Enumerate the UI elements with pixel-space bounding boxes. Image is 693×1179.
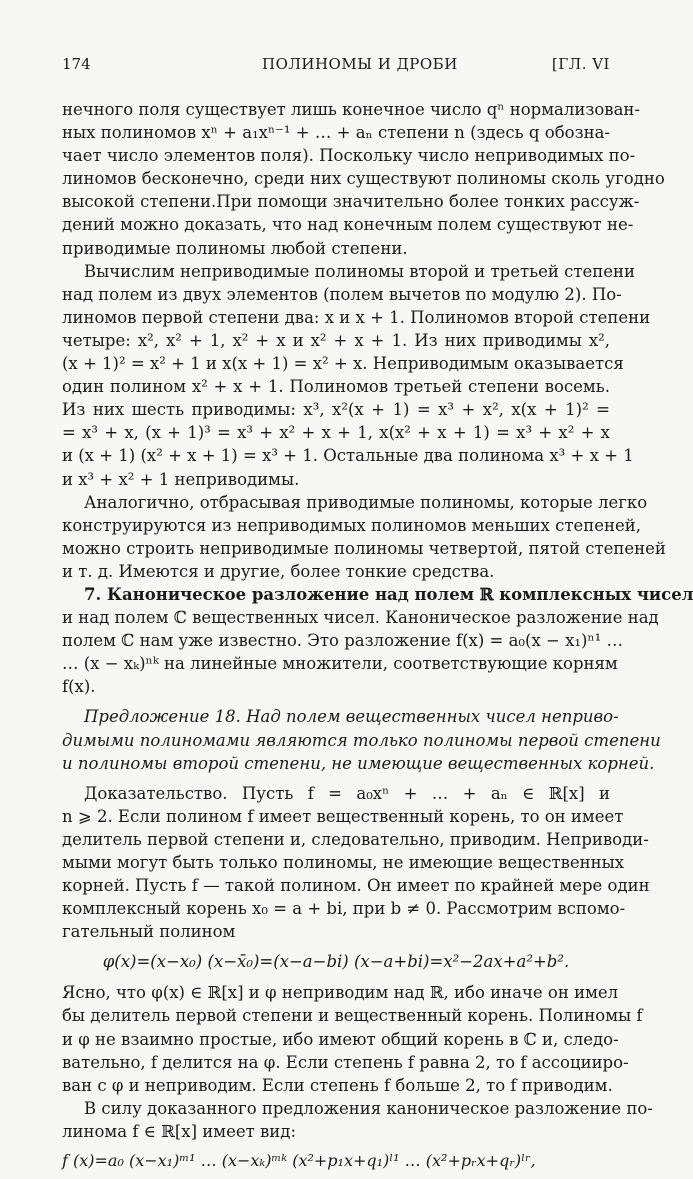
text-line: четыре: x², x² + 1, x² + x и x² + x + 1. Из них приводимы x², <box>62 330 610 350</box>
proposition-line: Предложение 18. Над полем вещественных чисел неприво- <box>84 707 619 727</box>
section-heading-line: 7. Каноническое разложение над полем ℝ комплексных чисел <box>84 584 693 604</box>
text-line: делитель первой степени и, следовательно, приводим. Неприводи- <box>62 829 649 849</box>
proposition-line: и полиномы второй степени, не имеющие вещественных корней. <box>62 753 655 773</box>
text-line: f(x). <box>62 677 96 697</box>
page-header <box>62 55 610 79</box>
text-line: Вычислим неприводимые полиномы второй и третьей степени <box>84 261 635 281</box>
text-line: гательный полином <box>62 922 236 942</box>
text-line: вательно, f делится на φ. Если степень f равна 2, то f ассоцииро- <box>62 1052 629 1072</box>
text-line: корней. Пусть f — такой полином. Он имеет по крайней мере один <box>62 876 650 896</box>
text-line: и т. д. Имеются и другие, более тонкие средства. <box>62 561 495 581</box>
text-line: один полином x² + x + 1. Полиномов третьей степени восемь. <box>62 377 610 397</box>
text-line: комплексный корень x₀ = a + bi, при b ≠ 0. Рассмотрим вспомо- <box>62 899 626 919</box>
display-formula: φ(x)=(x−x₀) (x−x̄₀)=(x−a−bi) (x−a+bi)=x²−2ax+a²+b². <box>102 952 570 972</box>
text-line: линомов первой степени два: x и x + 1. Полиномов второй степени <box>62 307 651 327</box>
text-line: нечного поля существует лишь конечное число qⁿ нормализован- <box>62 100 640 119</box>
text-line: (x + 1)² = x² + 1 и x(x + 1) = x² + x. Неприводимым оказывается <box>62 354 624 374</box>
proof-line: Доказательство. Пусть f = a₀xⁿ + … + aₙ ∈ ℝ[x] и <box>84 783 610 803</box>
text-line: полем ℂ нам уже известно. Это разложение f(x) = a₀(x − x₁)ⁿ¹ … <box>62 631 623 651</box>
text-line: и x³ + x² + 1 неприводимы. <box>62 469 300 489</box>
text-line: приводимые полиномы любой степени. <box>62 238 408 258</box>
chapter-label: [ГЛ. VI <box>551 55 610 73</box>
proposition-line: димыми полиномами являются только полиномы первой степени <box>62 730 661 750</box>
text-line: и φ не взаимно простые, ибо имеют общий корень в ℂ и, следо- <box>62 1029 619 1049</box>
text-line: и (x + 1) (x² + x + 1) = x³ + 1. Остальные два полинома x³ + x + 1 <box>62 446 634 466</box>
text-line: чает число элементов поля). Поскольку число неприводимых по- <box>62 146 636 166</box>
text-line: над полем из двух элементов (полем вычетов по модулю 2). По- <box>62 284 622 304</box>
text-line: высокой степени.При помощи значительно более тонких рассуж- <box>62 192 640 212</box>
text-line: В силу доказанного предложения каноническое разложение по- <box>84 1098 653 1118</box>
text-line: бы делитель первой степени и вещественный корень. Полиномы f <box>62 1006 643 1026</box>
text-line: … (x − xₖ)ⁿᵏ на линейные множители, соответствующие корням <box>62 654 618 674</box>
running-title: ПОЛИНОМЫ И ДРОБИ <box>262 55 458 73</box>
page-body <box>62 98 693 1179</box>
text-line: мыми могут быть только полиномы, не имеющие вещественных <box>62 853 625 872</box>
text-line: n ⩾ 2. Если полином f имеет вещественный корень, то он имеет <box>62 806 624 826</box>
text-line: = x³ + x, (x + 1)³ = x³ + x² + x + 1, x(x² + x + 1) = x³ + x² + x <box>62 423 610 443</box>
display-formula: f (x)=a₀ (x−x₁)ᵐ¹ … (x−xₖ)ᵐᵏ (x²+p₁x+q₁)ˡ¹ … (x²+pᵣx+qᵣ)ˡʳ, <box>62 1151 536 1171</box>
text-line: Ясно, что φ(x) ∈ ℝ[x] и φ неприводим над ℝ, ибо иначе он имел <box>62 983 619 1003</box>
text-line: Из них шесть приводимы: x³, x²(x + 1) = x³ + x², x(x + 1)² = <box>62 400 610 420</box>
page-number: 174 <box>62 55 91 73</box>
text-line: конструируются из неприводимых полиномов меньших степеней, <box>62 515 642 535</box>
text-line: линома f ∈ ℝ[x] имеет вид: <box>62 1121 297 1141</box>
text-line: Аналогично, отбрасывая приводимые полиномы, которые легко <box>84 492 648 512</box>
text-line: линомов бесконечно, среди них существуют полиномы сколь угодно <box>62 169 665 189</box>
text-line: ных полиномов xⁿ + a₁xⁿ⁻¹ + … + aₙ степени n (здесь q обозна- <box>62 123 610 143</box>
text-line: дений можно доказать, что над конечным полем существуют не- <box>62 215 634 235</box>
text-line: ван с φ и неприводим. Если степень f больше 2, то f приводим. <box>62 1075 613 1095</box>
text-line: и над полем ℂ вещественных чисел. Каноническое разложение над <box>62 608 659 628</box>
text-line: можно строить неприводимые полиномы четвертой, пятой степеней <box>62 538 666 558</box>
